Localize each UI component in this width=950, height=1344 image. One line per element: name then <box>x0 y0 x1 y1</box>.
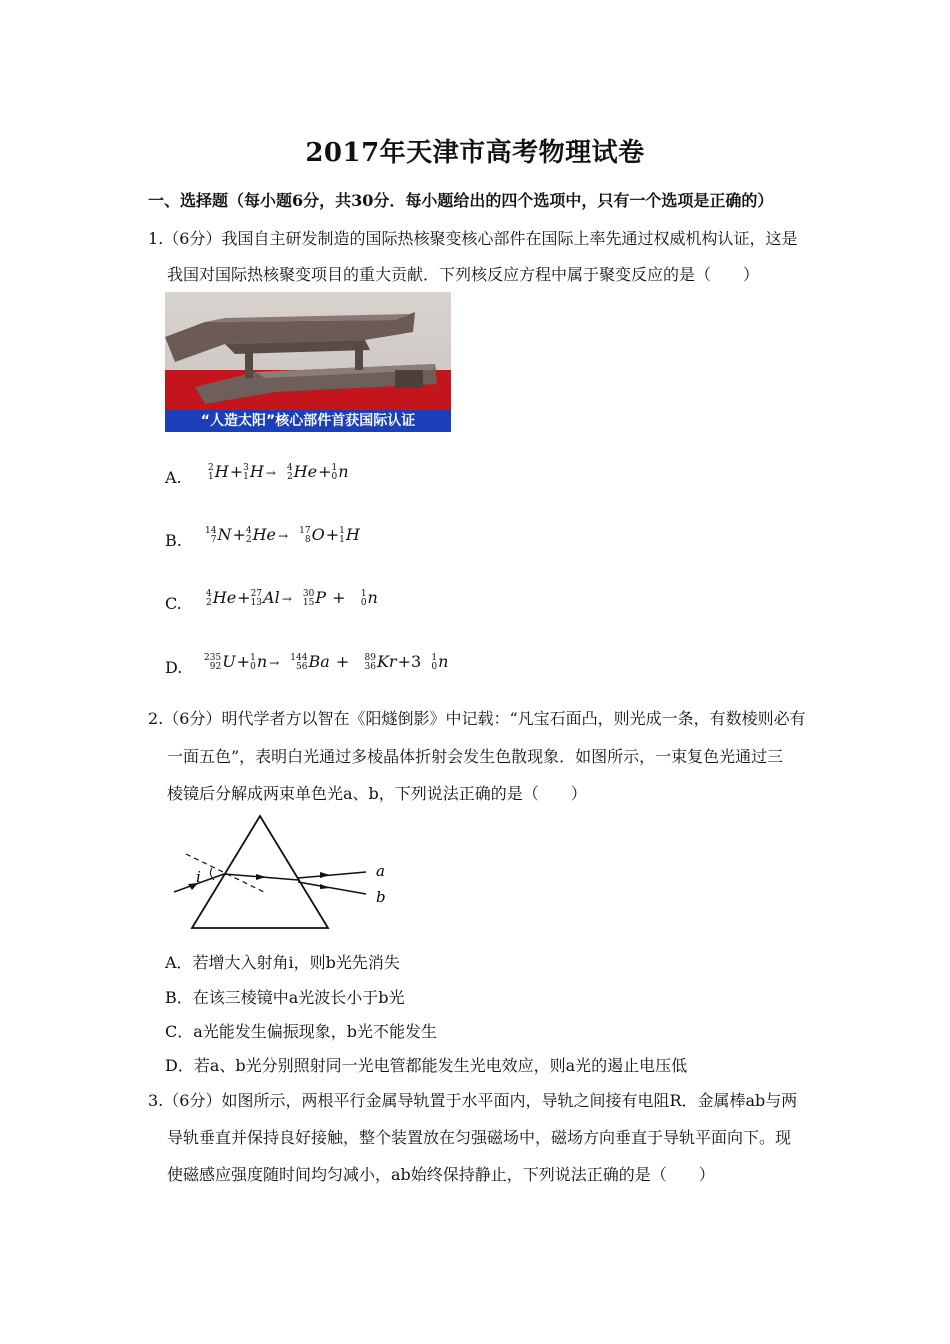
ray-a-line <box>298 872 366 878</box>
q1-option-a-equation: 2 1 H+ 3 1 H → 4 2 He+ 1 0 n <box>208 462 349 482</box>
q1-photo <box>165 292 451 432</box>
q3-stem-line2: 导轨垂直并保持良好接触，整个装置放在匀强磁场中，磁场方向垂直于导轨平面向下。现 <box>167 1128 792 1147</box>
q2-stem-line1: 2.（6分）明代学者方以智在《阳燧倒影》中记载：“凡宝石面凸，则光成一条，有数棱则必有 <box>148 709 806 728</box>
ray-b-label: b <box>376 888 386 906</box>
photo-caption: “人造太阳”核心部件首获国际认证 <box>165 410 451 432</box>
q2-stem-line2: 一面五色”，表明白光通过多棱晶体折射会发生色散现象．如图所示，一束复色光通过三 <box>167 747 784 766</box>
ray-b-arrowhead <box>320 884 330 889</box>
prism-triangle <box>192 816 328 928</box>
q3-stem-line3: 使磁感应强度随时间均匀减小，ab始终保持静止，下列说法正确的是（ ） <box>167 1165 715 1184</box>
q2-stem-line3: 棱镜后分解成两束单色光a、b，下列说法正确的是（ ） <box>167 784 587 803</box>
q1-option-c-equation: 4 2 He+ 27 13 Al → 30 15 P + 1 0 n <box>206 588 378 608</box>
ray-b-line <box>298 882 366 894</box>
q2-option-b: B．在该三棱镜中a光波长小于b光 <box>165 988 405 1007</box>
q2-option-c: C．a光能发生偏振现象，b光不能发生 <box>165 1022 438 1041</box>
inside-arrowhead <box>256 874 266 880</box>
q1-option-d-label: D. <box>165 658 183 677</box>
ray-a-arrowhead <box>320 872 330 878</box>
q1-option-d-equation: 235 92 U+ 1 0 n → 144 56 Ba + 89 36 Kr+3 1 0 n <box>204 652 449 672</box>
q1-stem-line2: 我国对国际热核聚变项目的重大贡献．下列核反应方程中属于聚变反应的是（ ） <box>167 265 760 284</box>
section-heading: 一、选择题（每小题6分，共30分．每小题给出的四个选项中，只有一个选项是正确的） <box>148 191 774 210</box>
q1-option-b-equation: 14 7 N+ 4 2 He → 17 8 O+ 1 1 H <box>205 525 360 545</box>
angle-label: i <box>196 868 201 886</box>
page-title: 2017年天津市高考物理试卷 <box>305 138 645 168</box>
q1-option-a-label: A. <box>165 468 182 487</box>
q2-option-a: A．若增大入射角i，则b光先消失 <box>165 953 400 972</box>
q3-stem-line1: 3.（6分）如图所示，两根平行金属导轨置于水平面内，导轨之间接有电阻R．金属棒ab与两 <box>148 1091 798 1110</box>
q1-option-b-label: B. <box>165 531 182 550</box>
q1-option-c-label: C. <box>165 594 182 613</box>
prism-diagram <box>168 812 408 940</box>
q2-option-d: D．若a、b光分别照射同一光电管都能发生光电效应，则a光的遏止电压低 <box>165 1056 688 1075</box>
q1-stem-line1: 1.（6分）我国自主研发制造的国际热核聚变核心部件在国际上率先通过权威机构认证，这是 <box>148 229 798 248</box>
ray-a-label: a <box>376 862 385 880</box>
